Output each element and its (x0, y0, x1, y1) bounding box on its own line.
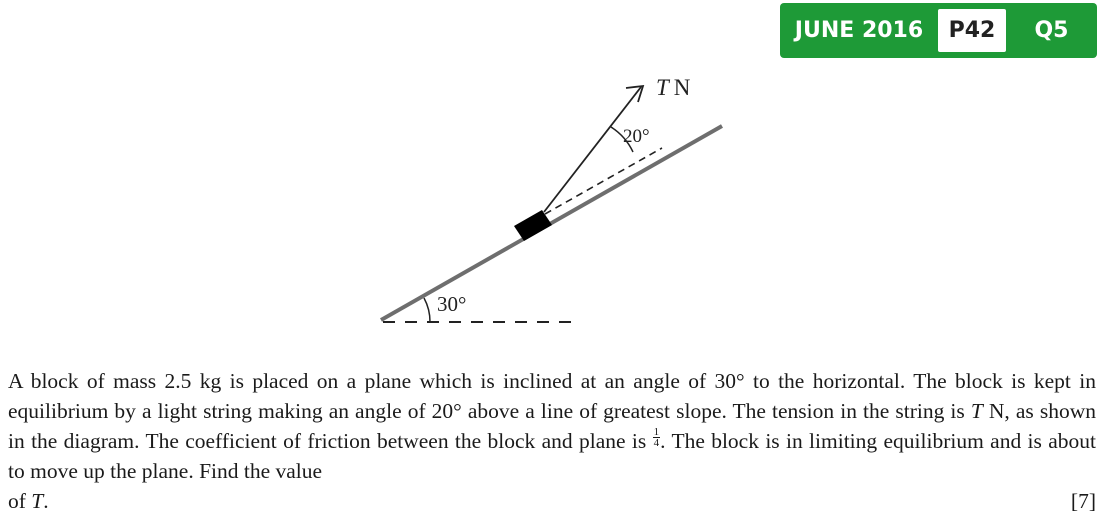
tension-symbol: T (970, 399, 983, 423)
question-text-part3: . The block is in limiting equilibrium and is about to move up the plane. Find the value (8, 429, 1096, 483)
exam-session-label: JUNE 2016 (794, 18, 924, 43)
final-prefix: of (8, 489, 32, 513)
inclined-plane-line (381, 126, 722, 320)
question-last-line (8, 486, 1096, 516)
final-suffix: . (43, 489, 49, 513)
final-tension-symbol: T (31, 489, 44, 513)
string-angle-label: 20° (623, 126, 650, 147)
question-number-label: Q5 (1034, 18, 1069, 43)
marks-label: [7] (1070, 489, 1096, 513)
question-text-part2: N, as shown in the diagram. The coefficient of friction between the block and plane is (8, 399, 1096, 453)
incline-angle-arc (424, 298, 430, 322)
fraction-denominator: 4 (653, 437, 660, 449)
question-text-part1: A block of mass 2.5 kg is placed on a plane which is inclined at an angle of 30° to the horizontal. The block is kept in equilibrium by a light string making an angle of 20° above a line of greatest slope. The tension in the string is (8, 369, 1096, 423)
string-tension-line (544, 87, 641, 212)
question-text (8, 366, 1096, 516)
slope-direction-dashed (545, 148, 662, 214)
incline-angle-label: 30° (437, 292, 467, 316)
block (514, 210, 552, 241)
tension-force-label: T N (656, 75, 691, 100)
question-final-phrase (8, 486, 49, 516)
paper-code-label: P42 (938, 9, 1006, 52)
friction-coefficient-fraction (653, 427, 661, 448)
question-paragraph (8, 366, 1096, 486)
fraction-numerator: 1 (653, 426, 660, 438)
